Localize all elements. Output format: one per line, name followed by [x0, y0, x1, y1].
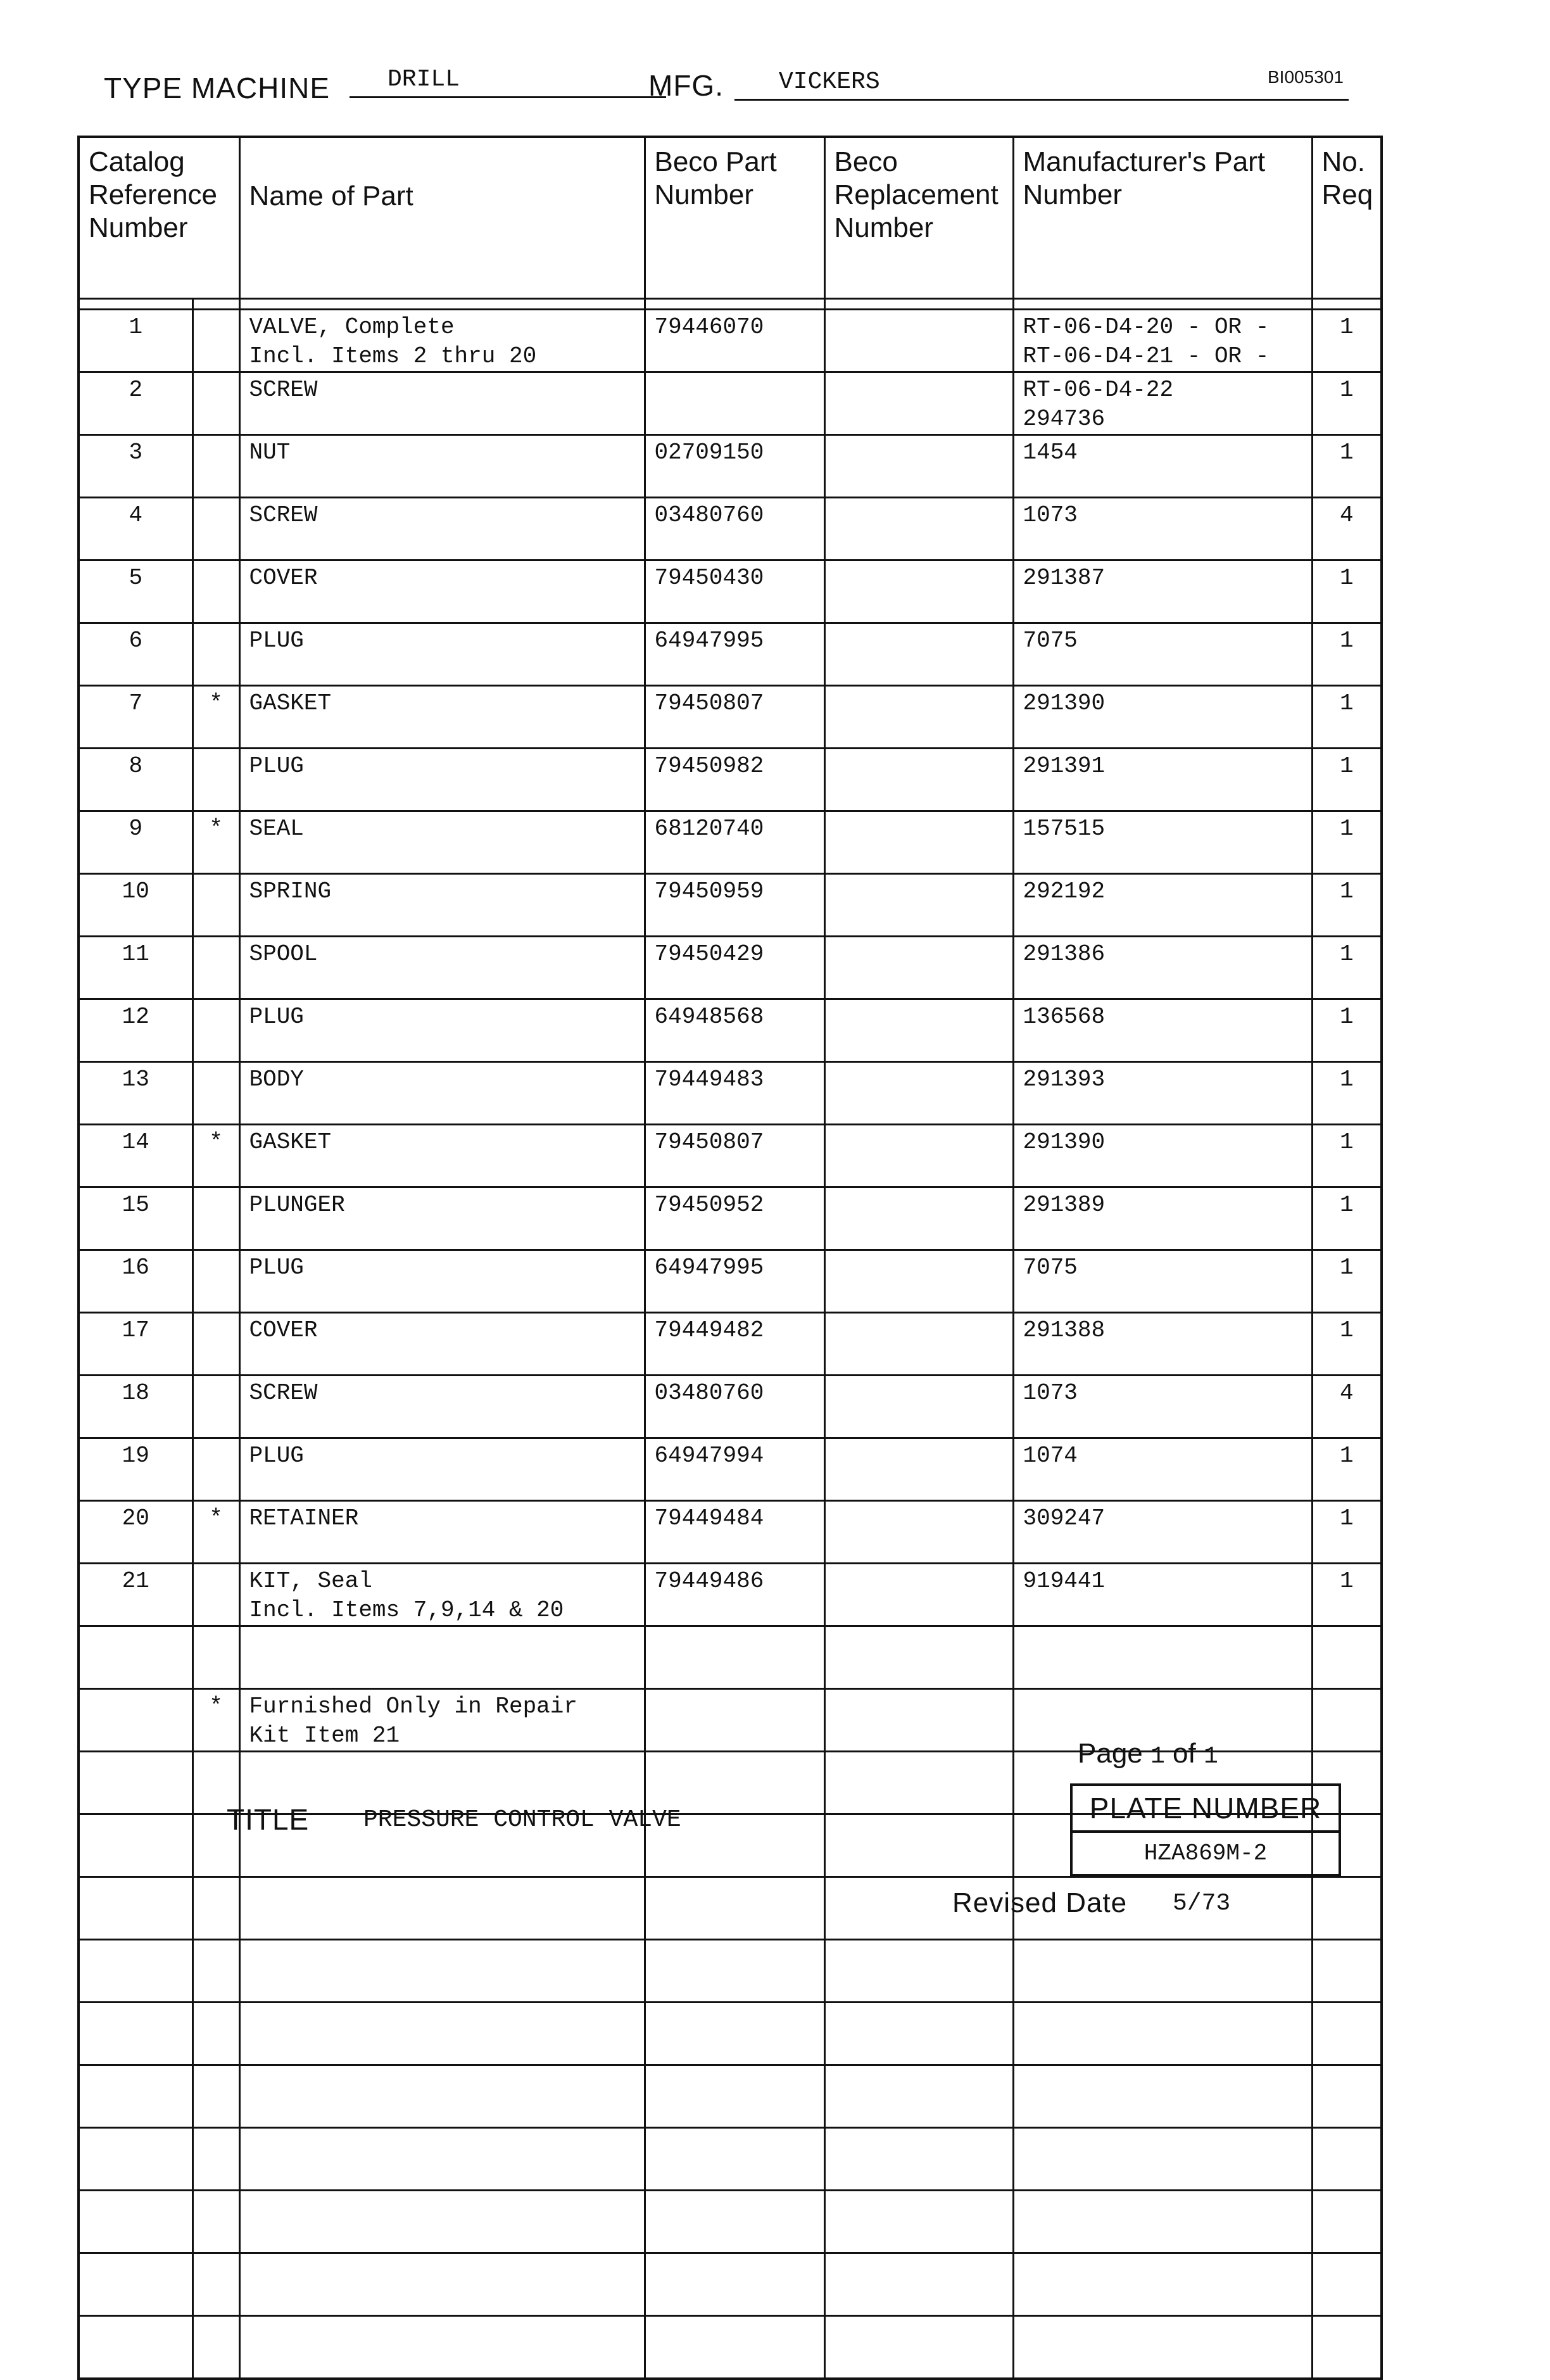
col-header-beco-replacement: Beco Replacement Number	[824, 137, 1013, 299]
cell-catalog-ref: 12	[79, 999, 192, 1062]
col-header-no-req: No. Req	[1312, 137, 1382, 299]
separator-cell	[1312, 299, 1382, 310]
cell-name: PLUG	[239, 623, 645, 686]
empty-cell	[645, 2065, 824, 2128]
cell-catalog-ref: 17	[79, 1313, 192, 1376]
cell-name: PLUG	[239, 1250, 645, 1313]
empty-row	[79, 2065, 1382, 2128]
cell-name: GASKET	[239, 1125, 645, 1187]
cell-flag	[192, 1187, 239, 1250]
cell-no-req: 1	[1312, 1187, 1382, 1250]
cell-beco-replacement	[824, 435, 1013, 498]
cell-beco-replacement	[824, 749, 1013, 811]
cell-beco-part: 79450982	[645, 749, 824, 811]
empty-cell	[1013, 2316, 1312, 2379]
cell-flag	[192, 999, 239, 1062]
cell-mfr-part: 309247	[1013, 1501, 1312, 1564]
empty-row	[79, 2191, 1382, 2253]
cell-beco-replacement	[824, 874, 1013, 937]
cell-name: SPOOL	[239, 937, 645, 999]
page-total: 1	[1203, 1743, 1218, 1770]
table-row	[79, 811, 1382, 874]
table-row	[79, 1187, 1382, 1250]
empty-cell	[824, 1752, 1013, 1814]
cell-catalog-ref: 3	[79, 435, 192, 498]
cell-flag: *	[192, 1125, 239, 1187]
type-machine-value: DRILL	[350, 66, 666, 98]
separator-cell	[239, 299, 645, 310]
cell-no-req: 1	[1312, 1250, 1382, 1313]
cell-mfr-part: 1454	[1013, 435, 1312, 498]
cell-mfr-part: 291390	[1013, 1125, 1312, 1187]
cell-beco-part: 79450430	[645, 560, 824, 623]
cell-no-req: 1	[1312, 874, 1382, 937]
empty-cell	[824, 2003, 1013, 2065]
empty-cell	[239, 2065, 645, 2128]
cell-catalog-ref: 10	[79, 874, 192, 937]
cell-mfr-part: 157515	[1013, 811, 1312, 874]
cell-flag	[192, 749, 239, 811]
cell-beco-part: 79450959	[645, 874, 824, 937]
page-of: of	[1173, 1738, 1196, 1769]
cell-name: VALVE, Complete Incl. Items 2 thru 20	[239, 310, 645, 372]
cell-no-req: 1	[1312, 686, 1382, 749]
cell-no-req: 1	[1312, 1125, 1382, 1187]
cell-beco-replacement	[824, 560, 1013, 623]
table-row	[79, 1313, 1382, 1376]
blank-cell	[645, 1626, 824, 1689]
cell-beco-replacement	[824, 1125, 1013, 1187]
table-row	[79, 372, 1382, 435]
cell-beco-part: 79446070	[645, 310, 824, 372]
table-row	[79, 1062, 1382, 1125]
empty-cell	[645, 1752, 824, 1814]
empty-cell	[79, 2316, 192, 2379]
revised-date-label: Revised Date	[952, 1887, 1128, 1918]
cell-name: SEAL	[239, 811, 645, 874]
empty-cell	[239, 1940, 645, 2003]
col-header-mfr-part: Manufacturer's Part Number	[1013, 137, 1312, 299]
cell-beco-replacement	[824, 811, 1013, 874]
cell-beco-replacement	[824, 498, 1013, 560]
blank-cell	[192, 1626, 239, 1689]
cell-catalog-ref: 13	[79, 1062, 192, 1125]
blank-row	[79, 1626, 1382, 1689]
empty-cell	[824, 2065, 1013, 2128]
cell-catalog-ref: 19	[79, 1438, 192, 1501]
empty-cell	[239, 2003, 645, 2065]
cell-catalog-ref: 5	[79, 560, 192, 623]
cell-catalog-ref: 7	[79, 686, 192, 749]
cell-catalog-ref: 16	[79, 1250, 192, 1313]
cell-catalog-ref: 11	[79, 937, 192, 999]
cell-beco-replacement	[824, 1501, 1013, 1564]
table-row	[79, 749, 1382, 811]
empty-cell	[1312, 2128, 1382, 2191]
empty-cell	[239, 2128, 645, 2191]
parts-table	[77, 136, 1383, 2380]
cell-no-req: 1	[1312, 1438, 1382, 1501]
cell-mfr-part: 7075	[1013, 623, 1312, 686]
cell-flag	[192, 560, 239, 623]
cell-no-req: 1	[1312, 749, 1382, 811]
empty-cell	[1013, 1940, 1312, 2003]
empty-cell	[239, 2191, 645, 2253]
empty-cell	[645, 2003, 824, 2065]
cell-name: NUT	[239, 435, 645, 498]
mfg-value: VICKERS	[734, 68, 1349, 101]
cell-catalog-ref: 21	[79, 1564, 192, 1626]
cell-beco-replacement	[824, 1062, 1013, 1125]
cell-name: SCREW	[239, 372, 645, 435]
footnote-empty-cell	[1312, 1689, 1382, 1752]
cell-flag	[192, 372, 239, 435]
cell-name: GASKET	[239, 686, 645, 749]
empty-cell	[1013, 2253, 1312, 2316]
cell-name: SPRING	[239, 874, 645, 937]
cell-catalog-ref: 14	[79, 1125, 192, 1187]
empty-cell	[1312, 2253, 1382, 2316]
table-row	[79, 1125, 1382, 1187]
empty-cell	[645, 1940, 824, 2003]
cell-beco-part: 64948568	[645, 999, 824, 1062]
page-indicator	[1078, 1738, 1218, 1770]
table-row	[79, 435, 1382, 498]
col-header-name: Name of Part	[239, 137, 645, 299]
cell-beco-part: 79449482	[645, 1313, 824, 1376]
cell-flag	[192, 1376, 239, 1438]
cell-catalog-ref: 6	[79, 623, 192, 686]
table-row	[79, 1564, 1382, 1626]
cell-no-req: 1	[1312, 435, 1382, 498]
empty-cell	[79, 2003, 192, 2065]
cell-mfr-part: 919441	[1013, 1564, 1312, 1626]
cell-mfr-part: RT-06-D4-22 294736	[1013, 372, 1312, 435]
cell-no-req: 1	[1312, 372, 1382, 435]
cell-beco-part: 64947995	[645, 623, 824, 686]
blank-cell	[1312, 1626, 1382, 1689]
cell-beco-part: 79449484	[645, 1501, 824, 1564]
separator-cell	[1013, 299, 1312, 310]
empty-cell	[645, 2191, 824, 2253]
empty-cell	[824, 2128, 1013, 2191]
cell-mfr-part: 7075	[1013, 1250, 1312, 1313]
separator-cell	[192, 299, 239, 310]
cell-mfr-part: 291390	[1013, 686, 1312, 749]
cell-name: PLUNGER	[239, 1187, 645, 1250]
col-header-flag	[192, 137, 239, 299]
parts-rows	[79, 299, 1382, 2379]
cell-mfr-part: 291391	[1013, 749, 1312, 811]
page-label: Page	[1078, 1738, 1143, 1769]
empty-cell	[824, 2316, 1013, 2379]
cell-beco-part: 79449486	[645, 1564, 824, 1626]
cell-flag	[192, 874, 239, 937]
empty-cell	[645, 1877, 824, 1940]
cell-catalog-ref: 9	[79, 811, 192, 874]
cell-no-req: 4	[1312, 1376, 1382, 1438]
cell-beco-replacement	[824, 1564, 1013, 1626]
cell-mfr-part: 291389	[1013, 1187, 1312, 1250]
empty-cell	[192, 2316, 239, 2379]
cell-catalog-ref: 2	[79, 372, 192, 435]
empty-row	[79, 2128, 1382, 2191]
cell-flag: *	[192, 811, 239, 874]
col-header-beco-part: Beco Part Number	[645, 137, 824, 299]
cell-no-req: 1	[1312, 1501, 1382, 1564]
footnote-empty-cell	[645, 1689, 824, 1752]
cell-name: COVER	[239, 1313, 645, 1376]
cell-name: PLUG	[239, 1438, 645, 1501]
empty-cell	[239, 2253, 645, 2316]
cell-flag	[192, 1062, 239, 1125]
table-row	[79, 1501, 1382, 1564]
cell-name: RETAINER	[239, 1501, 645, 1564]
cell-beco-part: 03480760	[645, 1376, 824, 1438]
cell-mfr-part: 1073	[1013, 498, 1312, 560]
table-row	[79, 1376, 1382, 1438]
cell-flag	[192, 623, 239, 686]
empty-cell	[1312, 2003, 1382, 2065]
cell-flag	[192, 435, 239, 498]
cell-beco-replacement	[824, 1313, 1013, 1376]
blank-cell	[79, 1626, 192, 1689]
table-row	[79, 1250, 1382, 1313]
empty-cell	[79, 1814, 192, 1877]
cell-beco-replacement	[824, 999, 1013, 1062]
cell-catalog-ref: 18	[79, 1376, 192, 1438]
cell-beco-part: 79449483	[645, 1062, 824, 1125]
cell-beco-replacement	[824, 372, 1013, 435]
empty-cell	[824, 2191, 1013, 2253]
empty-cell	[79, 2253, 192, 2316]
cell-no-req: 1	[1312, 623, 1382, 686]
cell-flag: *	[192, 686, 239, 749]
cell-catalog-ref: 15	[79, 1187, 192, 1250]
cell-no-req: 1	[1312, 1062, 1382, 1125]
cell-no-req: 4	[1312, 498, 1382, 560]
footnote-ref-cell	[79, 1689, 192, 1752]
empty-cell	[79, 2191, 192, 2253]
table-row	[79, 560, 1382, 623]
empty-cell	[192, 2065, 239, 2128]
empty-cell	[1013, 2191, 1312, 2253]
title-value: PRESSURE CONTROL VALVE	[363, 1806, 681, 1833]
table-row	[79, 623, 1382, 686]
empty-cell	[1013, 2128, 1312, 2191]
cell-beco-replacement	[824, 1187, 1013, 1250]
empty-cell	[239, 2316, 645, 2379]
cell-beco-replacement	[824, 1376, 1013, 1438]
empty-cell	[1013, 2003, 1312, 2065]
cell-name: BODY	[239, 1062, 645, 1125]
cell-beco-part: 79450429	[645, 937, 824, 999]
cell-name: COVER	[239, 560, 645, 623]
cell-name: PLUG	[239, 749, 645, 811]
empty-cell	[79, 2065, 192, 2128]
cell-mfr-part: 136568	[1013, 999, 1312, 1062]
cell-no-req: 1	[1312, 937, 1382, 999]
cell-flag	[192, 1313, 239, 1376]
title-label: TITLE	[227, 1803, 310, 1836]
cell-beco-replacement	[824, 686, 1013, 749]
empty-cell	[192, 2128, 239, 2191]
empty-row	[79, 2316, 1382, 2379]
col-header-catalog-ref: Catalog Reference Number	[79, 137, 192, 299]
footnote-star: *	[192, 1689, 239, 1752]
empty-cell	[1312, 1877, 1382, 1940]
table-row	[79, 498, 1382, 560]
cell-no-req: 1	[1312, 811, 1382, 874]
cell-beco-replacement	[824, 1250, 1013, 1313]
cell-beco-replacement	[824, 937, 1013, 999]
empty-cell	[1013, 2065, 1312, 2128]
empty-cell	[1312, 2065, 1382, 2128]
cell-name: SCREW	[239, 498, 645, 560]
empty-cell	[1312, 2191, 1382, 2253]
empty-cell	[645, 2316, 824, 2379]
cell-beco-replacement	[824, 310, 1013, 372]
empty-cell	[192, 2003, 239, 2065]
cell-catalog-ref: 8	[79, 749, 192, 811]
cell-beco-part: 64947995	[645, 1250, 824, 1313]
table-row	[79, 874, 1382, 937]
cell-beco-replacement	[824, 1438, 1013, 1501]
cell-mfr-part: 291386	[1013, 937, 1312, 999]
cell-flag	[192, 937, 239, 999]
footnote-text: Furnished Only in Repair Kit Item 21	[239, 1689, 645, 1752]
plate-number-label: PLATE NUMBER	[1073, 1786, 1339, 1833]
empty-cell	[824, 1814, 1013, 1877]
cell-mfr-part: 291393	[1013, 1062, 1312, 1125]
cell-flag	[192, 498, 239, 560]
empty-cell	[79, 2128, 192, 2191]
cell-beco-part: 64947994	[645, 1438, 824, 1501]
cell-no-req: 1	[1312, 310, 1382, 372]
cell-no-req: 1	[1312, 1564, 1382, 1626]
plate-number-box	[1070, 1783, 1341, 1877]
cell-flag	[192, 1250, 239, 1313]
cell-beco-part	[645, 372, 824, 435]
cell-mfr-part: RT-06-D4-20 - OR - RT-06-D4-21 - OR -	[1013, 310, 1312, 372]
empty-row	[79, 2003, 1382, 2065]
blank-cell	[1013, 1626, 1312, 1689]
table-row	[79, 310, 1382, 372]
cell-catalog-ref: 1	[79, 310, 192, 372]
cell-catalog-ref: 4	[79, 498, 192, 560]
type-machine-label: TYPE MACHINE	[104, 72, 331, 104]
blank-cell	[824, 1626, 1013, 1689]
table-row	[79, 999, 1382, 1062]
empty-cell	[1312, 2316, 1382, 2379]
cell-no-req: 1	[1312, 1313, 1382, 1376]
cell-name: KIT, Seal Incl. Items 7,9,14 & 20	[239, 1564, 645, 1626]
table-row	[79, 937, 1382, 999]
table-row	[79, 1438, 1382, 1501]
cell-beco-part: 02709150	[645, 435, 824, 498]
revised-date-value: 5/73	[1173, 1890, 1231, 1917]
cell-beco-replacement	[824, 623, 1013, 686]
cell-mfr-part: 1073	[1013, 1376, 1312, 1438]
empty-cell	[824, 1940, 1013, 2003]
empty-cell	[824, 2253, 1013, 2316]
empty-cell	[645, 2128, 824, 2191]
cell-flag	[192, 310, 239, 372]
cell-name: PLUG	[239, 999, 645, 1062]
empty-cell	[79, 1940, 192, 2003]
cell-name: SCREW	[239, 1376, 645, 1438]
cell-beco-part: 79450807	[645, 1125, 824, 1187]
cell-flag	[192, 1438, 239, 1501]
cell-mfr-part: 291388	[1013, 1313, 1312, 1376]
separator-cell	[79, 299, 192, 310]
cell-mfr-part: 292192	[1013, 874, 1312, 937]
plate-number-value: HZA869M-2	[1144, 1840, 1268, 1866]
cell-beco-part: 79450807	[645, 686, 824, 749]
cell-beco-part: 03480760	[645, 498, 824, 560]
table-row	[79, 686, 1382, 749]
empty-row	[79, 2253, 1382, 2316]
cell-beco-part: 79450952	[645, 1187, 824, 1250]
empty-cell	[645, 2253, 824, 2316]
cell-mfr-part: 1074	[1013, 1438, 1312, 1501]
footnote-empty-cell	[824, 1689, 1013, 1752]
empty-cell	[192, 1940, 239, 2003]
cell-no-req: 1	[1312, 560, 1382, 623]
document-id: BI005301	[1268, 67, 1344, 87]
page-current: 1	[1150, 1743, 1165, 1770]
cell-flag: *	[192, 1501, 239, 1564]
empty-cell	[192, 2191, 239, 2253]
empty-cell	[192, 2253, 239, 2316]
cell-no-req: 1	[1312, 999, 1382, 1062]
cell-beco-part: 68120740	[645, 811, 824, 874]
empty-row	[79, 1940, 1382, 2003]
empty-cell	[79, 1752, 192, 1814]
blank-cell	[239, 1626, 645, 1689]
cell-flag	[192, 1564, 239, 1626]
empty-cell	[1312, 1940, 1382, 2003]
cell-mfr-part: 291387	[1013, 560, 1312, 623]
empty-cell	[79, 1877, 192, 1940]
empty-cell	[239, 1877, 645, 1940]
cell-catalog-ref: 20	[79, 1501, 192, 1564]
separator-cell	[824, 299, 1013, 310]
empty-cell	[192, 1877, 239, 1940]
separator-cell	[645, 299, 824, 310]
mfg-label: MFG.	[648, 69, 724, 102]
